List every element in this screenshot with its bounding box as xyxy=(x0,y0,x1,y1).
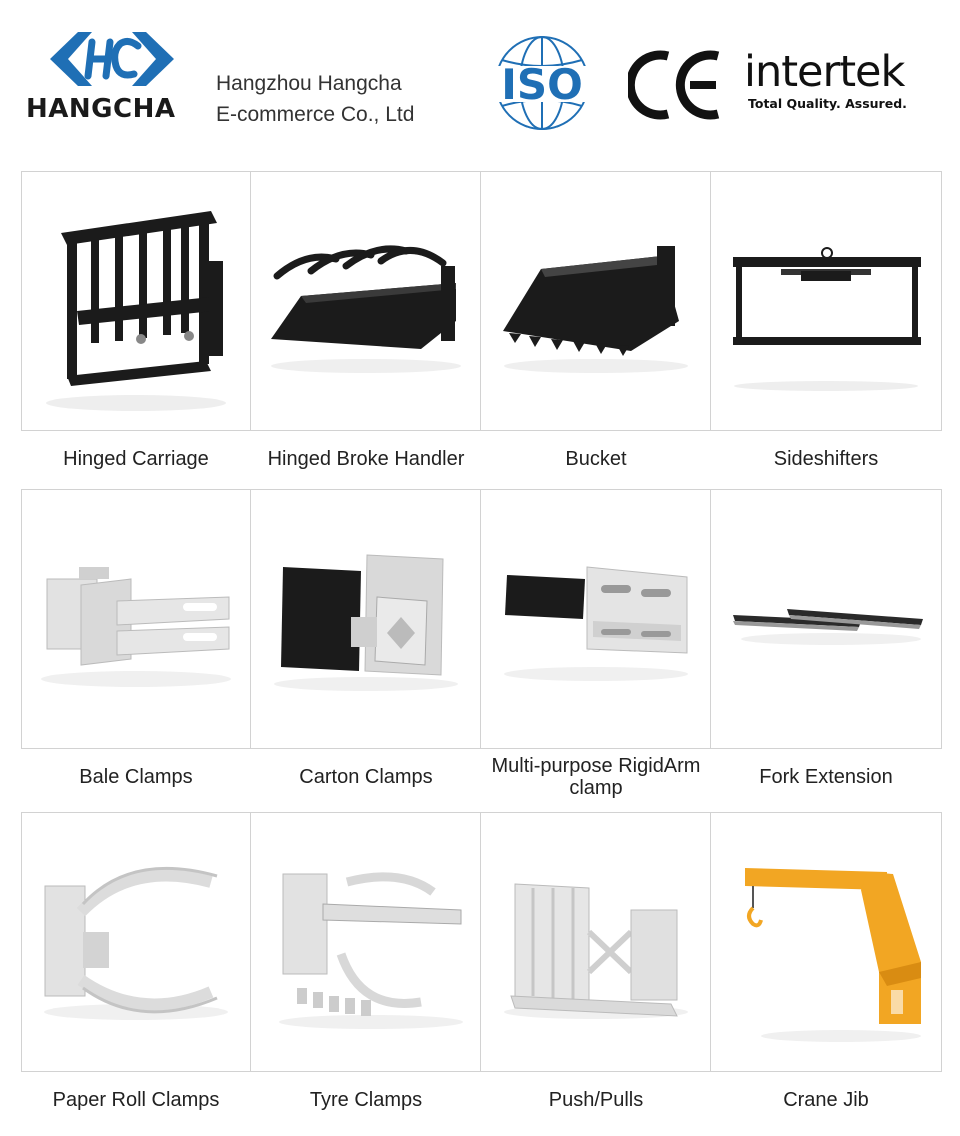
ce-mark-icon xyxy=(628,50,724,120)
product-card-hinged-carriage[interactable] xyxy=(21,171,251,470)
product-card-paper-roll-clamps[interactable] xyxy=(21,812,251,1111)
sideshifter-image xyxy=(711,171,941,429)
product-card-bale-clamps[interactable] xyxy=(21,489,251,788)
product-label: Tyre Clamps xyxy=(309,1089,423,1111)
product-label: Sideshifters xyxy=(773,448,879,470)
company-name-line2: E-commerce Co., Ltd xyxy=(216,103,415,126)
product-card-bucket[interactable] xyxy=(481,171,711,470)
product-label: Crane Jib xyxy=(783,1089,869,1111)
company-name-line1: Hangzhou Hangcha xyxy=(216,72,402,95)
product-label: Bale Clamps xyxy=(79,766,193,788)
multi-purpose-clamp-image xyxy=(481,489,711,747)
product-label: Push/Pulls xyxy=(548,1089,644,1111)
product-label: Hinged Carriage xyxy=(63,448,209,470)
tyre-clamp-image xyxy=(251,812,481,1070)
product-label: Bucket xyxy=(565,448,627,470)
hangcha-logo xyxy=(26,28,198,128)
product-card-push-pulls[interactable] xyxy=(481,812,711,1111)
product-label: Hinged Broke Handler xyxy=(267,448,465,470)
product-card-hinged-broke-handler[interactable] xyxy=(251,171,481,470)
intertek-logo xyxy=(744,47,944,120)
fork-extension-image xyxy=(711,489,941,747)
product-label: Fork Extension xyxy=(759,766,893,788)
logo-wordmark: HANGCHA xyxy=(26,94,176,124)
paper-roll-clamp-image xyxy=(21,812,251,1070)
product-label: Paper Roll Clamps xyxy=(52,1089,220,1111)
bucket-image xyxy=(481,171,711,429)
carton-clamp-image xyxy=(251,489,481,747)
company-name xyxy=(216,68,414,130)
product-card-crane-jib[interactable] xyxy=(711,812,941,1111)
product-card-fork-extension[interactable] xyxy=(711,489,941,788)
iso-text: ISO xyxy=(501,60,583,109)
hangcha-logo-mark-icon xyxy=(48,28,176,90)
hinged-broke-handler-image xyxy=(251,171,481,429)
product-card-multi-purpose-rigidarm-clamp[interactable] xyxy=(481,489,711,799)
intertek-brand: intertek xyxy=(744,47,905,97)
product-label: Carton Clamps xyxy=(299,766,433,788)
hinged-carriage-image xyxy=(21,171,251,429)
page-header xyxy=(0,0,960,150)
iso-certification-icon xyxy=(484,34,600,132)
product-card-tyre-clamps[interactable] xyxy=(251,812,481,1111)
product-card-carton-clamps[interactable] xyxy=(251,489,481,788)
product-label: Multi-purpose RigidArm clamp xyxy=(491,755,701,799)
crane-jib-image xyxy=(711,812,941,1070)
bale-clamp-image xyxy=(21,489,251,747)
product-card-sideshifters[interactable] xyxy=(711,171,941,470)
intertek-tagline: Total Quality. Assured. xyxy=(748,96,907,111)
push-pull-image xyxy=(481,812,711,1070)
